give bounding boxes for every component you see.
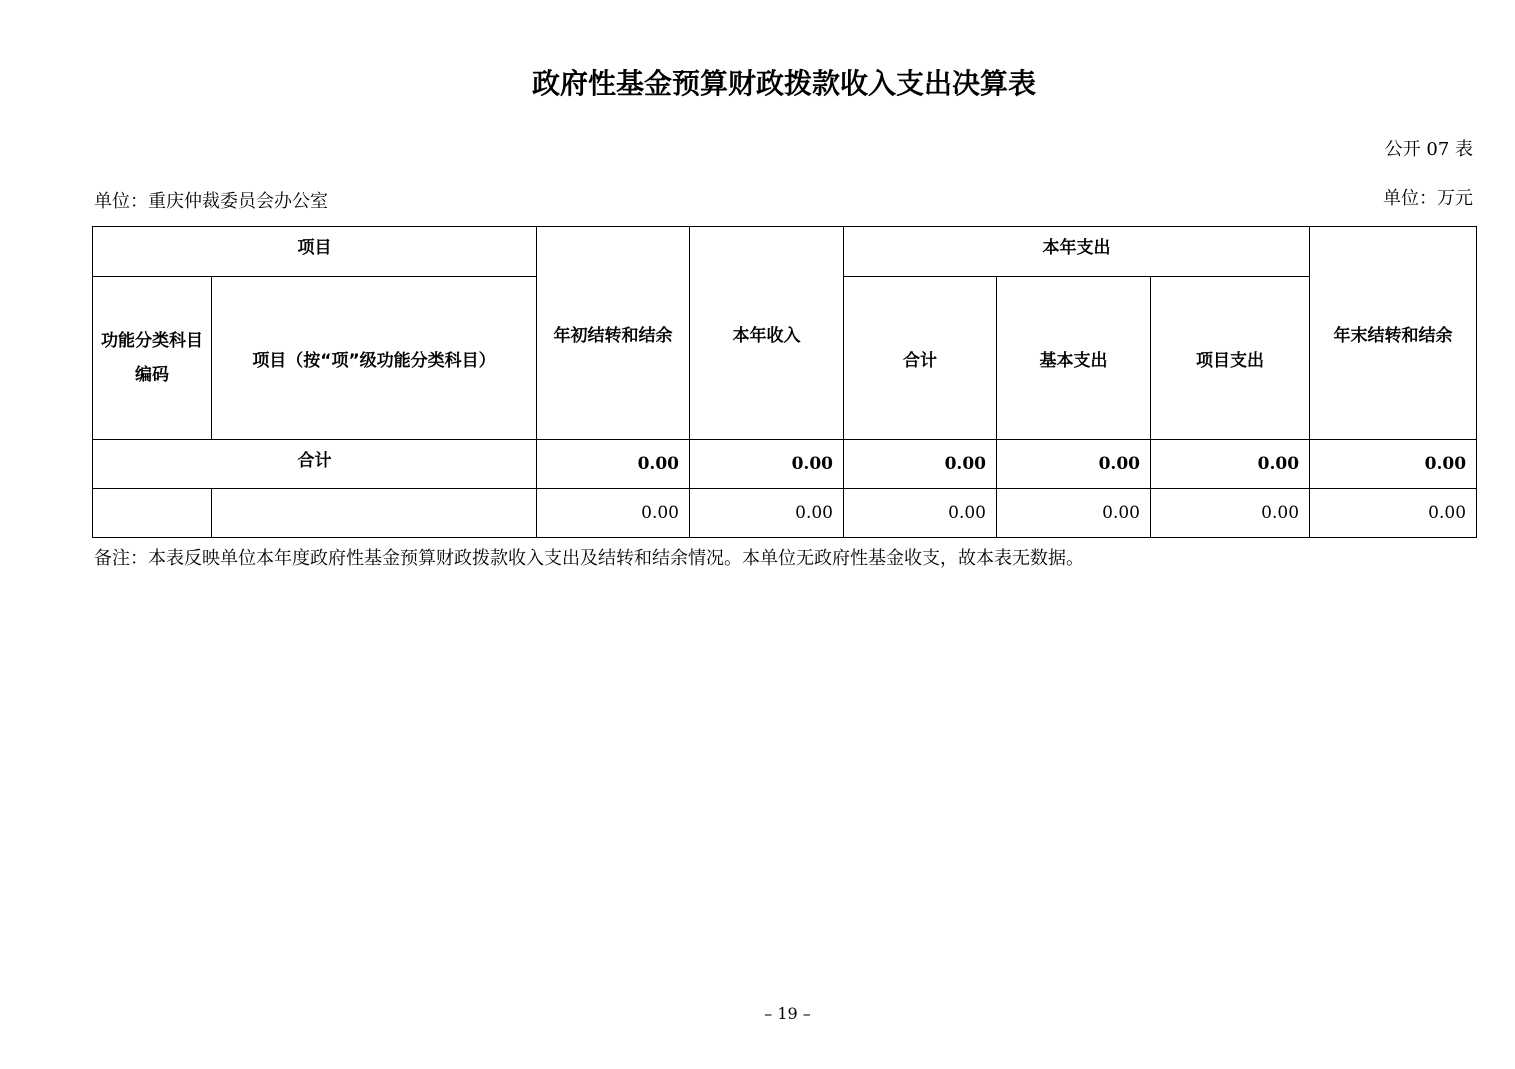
header-row-1 [93,227,1477,277]
header-project: 项目支出 [1151,277,1310,440]
header-begin-balance: 年初结转和结余 [537,227,690,440]
reporting-unit: 单位：重庆仲裁委员会办公室 [94,191,328,212]
page-number: – 19 – [764,1004,811,1023]
header-end-balance: 年末结转和结余 [1310,227,1477,440]
row-end-balance: 0.00 [1310,489,1477,538]
form-number: 公开 07 表 [1384,139,1473,160]
budget-table [92,226,1477,538]
row-item-name [212,489,537,538]
header-expense-group: 本年支出 [844,227,1310,277]
total-begin-balance: 0.00 [537,440,690,489]
total-expense: 0.00 [844,440,997,489]
row-func-code [93,489,212,538]
row-begin-balance: 0.00 [537,489,690,538]
total-project: 0.00 [1151,440,1310,489]
header-income: 本年收入 [690,227,844,440]
row-expense-total: 0.00 [844,489,997,538]
header-item-name: 项目（按“项”级功能分类科目） [212,277,537,440]
total-end-balance: 0.00 [1310,440,1477,489]
page-title: 政府性基金预算财政拨款收入支出决算表 [531,67,1036,100]
row-project: 0.00 [1151,489,1310,538]
header-basic: 基本支出 [997,277,1151,440]
row-income: 0.00 [690,489,844,538]
total-basic: 0.00 [997,440,1151,489]
total-row [93,440,1477,489]
header-func-code: 功能分类科目编码 [93,277,212,440]
table-row [93,489,1477,538]
table-note: 备注：本表反映单位本年度政府性基金预算财政拨款收入支出及结转和结余情况。本单位无政府性基金收支，故本表无数据。 [94,548,1084,569]
row-basic: 0.00 [997,489,1151,538]
total-income: 0.00 [690,440,844,489]
total-label: 合计 [93,440,537,489]
currency-unit: 单位：万元 [1383,188,1473,209]
header-total: 合计 [844,277,997,440]
header-item-group: 项目 [93,227,537,277]
